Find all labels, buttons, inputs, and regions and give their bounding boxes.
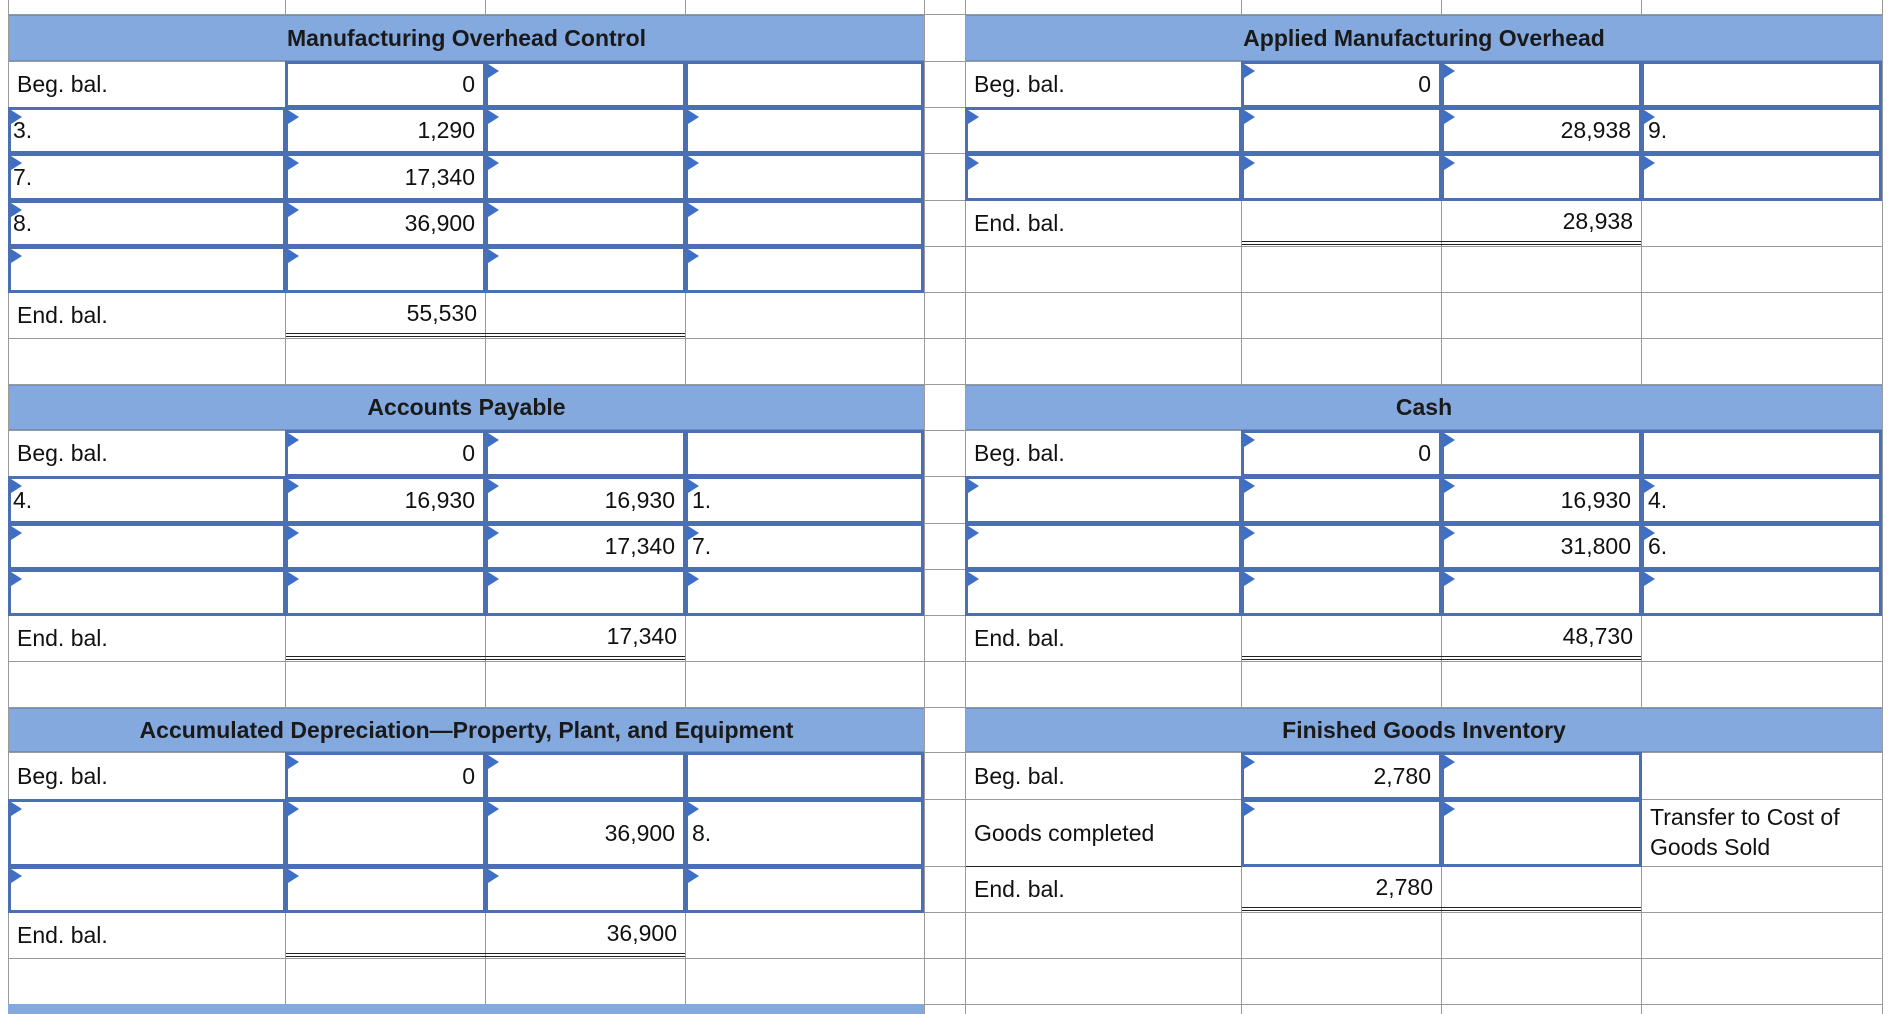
entry-marker-icon <box>288 249 299 263</box>
entry-marker-icon <box>11 802 22 816</box>
amo-row1-debit[interactable] <box>1241 107 1442 154</box>
cash-row2-ref[interactable] <box>965 523 1242 570</box>
ad-row2-credit[interactable] <box>485 866 686 913</box>
entry-marker-icon <box>688 110 699 124</box>
ad-row2-cref[interactable] <box>685 866 924 913</box>
entry-marker-icon <box>288 433 299 447</box>
ap-row2-credit[interactable]: 17,340 <box>485 523 686 570</box>
cash-row3-cref[interactable] <box>1641 569 1882 616</box>
moh-total-rule <box>286 333 685 337</box>
ad-beg-ref[interactable] <box>685 752 924 800</box>
fg-row1-credit[interactable] <box>1441 799 1642 867</box>
entry-marker-icon <box>1644 526 1655 540</box>
entry-marker-icon <box>288 479 299 493</box>
ad-row1-credit[interactable]: 36,900 <box>485 799 686 867</box>
moh-row2-debit[interactable]: 17,340 <box>285 153 486 201</box>
fg-beg-debit[interactable]: 2,780 <box>1241 752 1442 800</box>
ad-beg-label: Beg. bal. <box>17 762 108 789</box>
amo-title: Applied Manufacturing Overhead <box>966 15 1882 61</box>
entry-marker-icon <box>688 479 699 493</box>
cash-row3-credit[interactable] <box>1441 569 1642 616</box>
ad-row2-debit[interactable] <box>285 866 486 913</box>
cash-total-rule <box>1242 656 1641 660</box>
amo-end-value: 28,938 <box>1562 207 1633 234</box>
ad-row1-cref[interactable]: 8. <box>685 799 924 867</box>
entry-marker-icon <box>288 802 299 816</box>
ap-row3-credit[interactable] <box>485 569 686 616</box>
amo-total-rule <box>1242 241 1641 245</box>
moh-end-label: End. bal. <box>17 302 108 328</box>
amo-end-label: End. bal. <box>974 210 1065 236</box>
entry-marker-icon <box>1444 572 1455 586</box>
moh-row3-credit[interactable] <box>485 200 686 247</box>
amo-beg-ref[interactable] <box>1641 61 1882 108</box>
moh-row4-ref[interactable] <box>8 246 286 293</box>
entry-marker-icon <box>688 526 699 540</box>
fg-row1-debit[interactable] <box>1241 799 1442 867</box>
moh-row1-credit[interactable] <box>485 107 686 154</box>
entry-marker-icon <box>968 110 979 124</box>
ad-row2-ref[interactable] <box>8 866 286 913</box>
amo-beg-label: Beg. bal. <box>974 71 1065 97</box>
entry-marker-icon <box>688 869 699 883</box>
moh-row1-cref[interactable] <box>685 107 924 154</box>
entry-marker-icon <box>1244 755 1255 769</box>
amo-beg-credit[interactable] <box>1441 61 1642 108</box>
entry-marker-icon <box>488 156 499 170</box>
cash-row2-cref[interactable]: 6. <box>1641 523 1882 570</box>
fg-end-value: 2,780 <box>1375 873 1433 900</box>
moh-row2-credit[interactable] <box>485 153 686 201</box>
fg-beg-label: Beg. bal. <box>974 762 1065 789</box>
ap-row1-credit[interactable]: 16,930 <box>485 476 686 524</box>
entry-marker-icon <box>488 479 499 493</box>
ad-total-rule <box>286 953 685 957</box>
entry-marker-icon <box>11 526 22 540</box>
entry-marker-icon <box>1244 156 1255 170</box>
ad-row1-ref[interactable] <box>8 799 286 867</box>
cash-row1-credit[interactable]: 16,930 <box>1441 476 1642 524</box>
fg-title: Finished Goods Inventory <box>966 708 1882 752</box>
entry-marker-icon <box>288 110 299 124</box>
entry-marker-icon <box>1244 479 1255 493</box>
cash-end-label: End. bal. <box>974 625 1065 651</box>
entry-marker-icon <box>11 203 22 217</box>
amo-row2-debit[interactable] <box>1241 153 1442 201</box>
ap-end-label: End. bal. <box>17 625 108 651</box>
cash-row1-debit[interactable] <box>1241 476 1442 524</box>
moh-beg-credit[interactable] <box>485 61 686 108</box>
entry-marker-icon <box>11 156 22 170</box>
entry-marker-icon <box>488 755 499 769</box>
entry-marker-icon <box>1644 156 1655 170</box>
ap-row3-cref[interactable] <box>685 569 924 616</box>
entry-marker-icon <box>11 479 22 493</box>
amo-row2-ref[interactable] <box>965 153 1242 201</box>
ap-total-rule <box>286 656 685 660</box>
entry-marker-icon <box>1444 479 1455 493</box>
moh-end-value: 55,530 <box>406 299 477 326</box>
entry-marker-icon <box>288 203 299 217</box>
entry-marker-icon <box>11 249 22 263</box>
entry-marker-icon <box>1644 479 1655 493</box>
fg-goods-completed-label: Goods completed <box>974 819 1155 846</box>
entry-marker-icon <box>288 755 299 769</box>
fg-transfer-note: Transfer to Cost of Goods Sold <box>1650 804 1840 860</box>
entry-marker-icon <box>11 572 22 586</box>
entry-marker-icon <box>1244 526 1255 540</box>
cash-beg-debit[interactable]: 0 <box>1241 430 1442 477</box>
moh-beg-debit[interactable]: 0 <box>285 61 486 108</box>
entry-marker-icon <box>1444 755 1455 769</box>
ad-end-label: End. bal. <box>17 922 108 948</box>
cash-beg-ref[interactable] <box>1641 430 1882 477</box>
entry-marker-icon <box>488 110 499 124</box>
entry-marker-icon <box>688 249 699 263</box>
moh-row3-ref[interactable]: 8. <box>8 200 286 247</box>
entry-marker-icon <box>488 249 499 263</box>
amo-row1-cref[interactable]: 9. <box>1641 107 1882 154</box>
ap-row3-debit[interactable] <box>285 569 486 616</box>
entry-marker-icon <box>488 433 499 447</box>
moh-beg-label: Beg. bal. <box>17 71 108 97</box>
ap-row1-debit[interactable]: 16,930 <box>285 476 486 524</box>
entry-marker-icon <box>688 156 699 170</box>
entry-marker-icon <box>288 869 299 883</box>
cash-row1-ref[interactable] <box>965 476 1242 524</box>
ad-beg-debit[interactable]: 0 <box>285 752 486 800</box>
entry-marker-icon <box>1244 64 1255 78</box>
amo-row1-credit[interactable]: 28,938 <box>1441 107 1642 154</box>
cash-row2-debit[interactable] <box>1241 523 1442 570</box>
ap-row2-ref[interactable] <box>8 523 286 570</box>
amo-row2-cref[interactable] <box>1641 153 1882 201</box>
entry-marker-icon <box>11 869 22 883</box>
cash-title: Cash <box>966 385 1882 430</box>
entry-marker-icon <box>488 203 499 217</box>
amo-row2-credit[interactable] <box>1441 153 1642 201</box>
cash-row1-cref[interactable]: 4. <box>1641 476 1882 524</box>
entry-marker-icon <box>1444 64 1455 78</box>
cash-row3-debit[interactable] <box>1241 569 1442 616</box>
entry-marker-icon <box>1244 802 1255 816</box>
entry-marker-icon <box>1644 572 1655 586</box>
cash-row2-credit[interactable]: 31,800 <box>1441 523 1642 570</box>
entry-marker-icon <box>968 479 979 493</box>
entry-marker-icon <box>288 156 299 170</box>
entry-marker-icon <box>1444 802 1455 816</box>
entry-marker-icon <box>488 802 499 816</box>
entry-marker-icon <box>288 572 299 586</box>
entry-marker-icon <box>688 203 699 217</box>
cash-beg-label: Beg. bal. <box>974 440 1065 466</box>
entry-marker-icon <box>968 156 979 170</box>
entry-marker-icon <box>1644 110 1655 124</box>
ap-row1-cref[interactable]: 1. <box>685 476 924 524</box>
ad-row1-debit[interactable] <box>285 799 486 867</box>
ad-beg-credit[interactable] <box>485 752 686 800</box>
ap-beg-debit[interactable]: 0 <box>285 430 486 477</box>
moh-row4-debit[interactable] <box>285 246 486 293</box>
entry-marker-icon <box>1444 110 1455 124</box>
entry-marker-icon <box>288 526 299 540</box>
moh-row3-debit[interactable]: 36,900 <box>285 200 486 247</box>
entry-marker-icon <box>1244 572 1255 586</box>
moh-beg-ref[interactable] <box>685 61 924 108</box>
moh-row2-cref[interactable] <box>685 153 924 201</box>
entry-marker-icon <box>488 572 499 586</box>
moh-row4-cref[interactable] <box>685 246 924 293</box>
cash-row3-ref[interactable] <box>965 569 1242 616</box>
moh-row3-cref[interactable] <box>685 200 924 247</box>
entry-marker-icon <box>488 526 499 540</box>
ap-row1-ref[interactable]: 4. <box>8 476 286 524</box>
entry-marker-icon <box>688 802 699 816</box>
entry-marker-icon <box>968 526 979 540</box>
moh-title: Manufacturing Overhead Control <box>9 15 924 61</box>
entry-marker-icon <box>11 110 22 124</box>
fg-beg-credit[interactable] <box>1441 752 1642 800</box>
entry-marker-icon <box>488 64 499 78</box>
ap-beg-credit[interactable] <box>485 430 686 477</box>
entry-marker-icon <box>1244 433 1255 447</box>
entry-marker-icon <box>1444 433 1455 447</box>
ap-row2-cref[interactable]: 7. <box>685 523 924 570</box>
fg-total-rule <box>1242 907 1641 911</box>
ap-end-value: 17,340 <box>606 622 677 649</box>
cash-end-value: 48,730 <box>1562 622 1633 649</box>
ad-title: Accumulated Depreciation—Property, Plant, and Equipment <box>9 708 924 752</box>
ap-beg-label: Beg. bal. <box>17 440 108 466</box>
ap-row2-debit[interactable] <box>285 523 486 570</box>
moh-row4-credit[interactable] <box>485 246 686 293</box>
moh-row1-ref[interactable]: 3. <box>8 107 286 154</box>
ap-row3-ref[interactable] <box>8 569 286 616</box>
moh-row1-debit[interactable]: 1,290 <box>285 107 486 154</box>
amo-beg-debit[interactable]: 0 <box>1241 61 1442 108</box>
entry-marker-icon <box>968 572 979 586</box>
entry-marker-icon <box>1444 526 1455 540</box>
moh-row2-ref[interactable]: 7. <box>8 153 286 201</box>
amo-row1-ref[interactable] <box>965 107 1242 154</box>
entry-marker-icon <box>688 572 699 586</box>
ap-beg-ref[interactable] <box>685 430 924 477</box>
entry-marker-icon <box>1444 156 1455 170</box>
fg-end-label: End. bal. <box>974 876 1065 902</box>
cash-beg-credit[interactable] <box>1441 430 1642 477</box>
entry-marker-icon <box>1244 110 1255 124</box>
entry-marker-icon <box>488 869 499 883</box>
ad-end-value: 36,900 <box>606 919 677 946</box>
ap-title: Accounts Payable <box>9 385 924 430</box>
